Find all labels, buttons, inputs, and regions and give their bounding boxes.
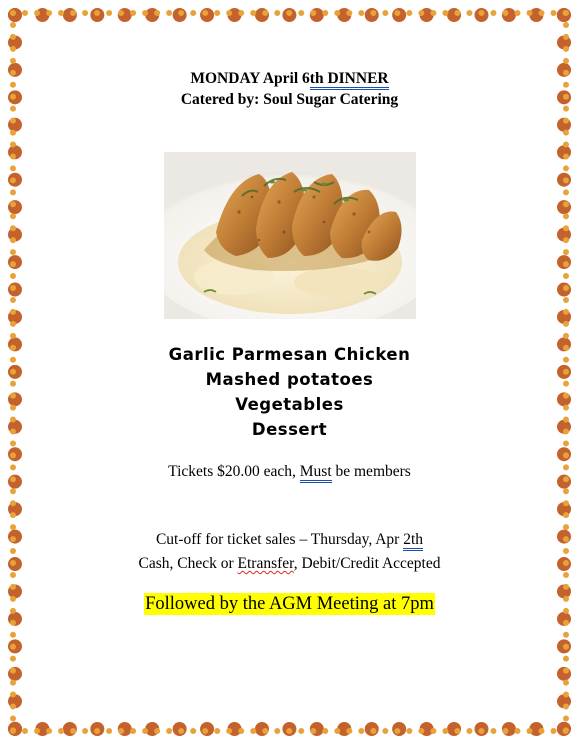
ticket-info-suffix: be members	[331, 463, 411, 480]
event-date-suffix: th DINNER	[310, 70, 389, 90]
event-header	[40, 68, 539, 110]
chicken-plate-icon	[164, 152, 416, 319]
payment-prefix: Cash, Check or	[138, 555, 238, 572]
menu-item: Garlic Parmesan Chicken	[168, 345, 411, 364]
event-date: MONDAY April 6	[190, 70, 310, 87]
payment-methods-line	[40, 552, 539, 576]
ticket-price: Tickets $20.00 each,	[168, 463, 300, 480]
menu-item: Dessert	[251, 420, 328, 439]
menu-item: Vegetables	[235, 395, 344, 414]
payment-etransfer: Etransfer	[237, 555, 294, 572]
menu-item: Mashed potatoes	[205, 370, 374, 389]
menu-list	[40, 342, 539, 442]
cutoff-day: 2th	[403, 531, 423, 551]
cutoff-label: Cut-off for ticket sales – Thursday, Apr	[155, 531, 404, 548]
cutoff-date-line	[40, 528, 539, 552]
agm-notice	[40, 594, 539, 615]
ticket-cutoff	[40, 528, 539, 576]
ticket-info	[40, 463, 539, 481]
caterer-line: Catered by: Soul Sugar Catering	[180, 91, 399, 108]
membership-requirement: Must	[300, 463, 332, 483]
payment-suffix: , Debit/Credit Accepted	[293, 555, 441, 572]
agm-highlight-text: Followed by the AGM Meeting at 7pm	[145, 594, 434, 614]
event-date-line	[40, 68, 539, 89]
food-photo	[164, 152, 416, 319]
flyer-page	[40, 40, 539, 704]
